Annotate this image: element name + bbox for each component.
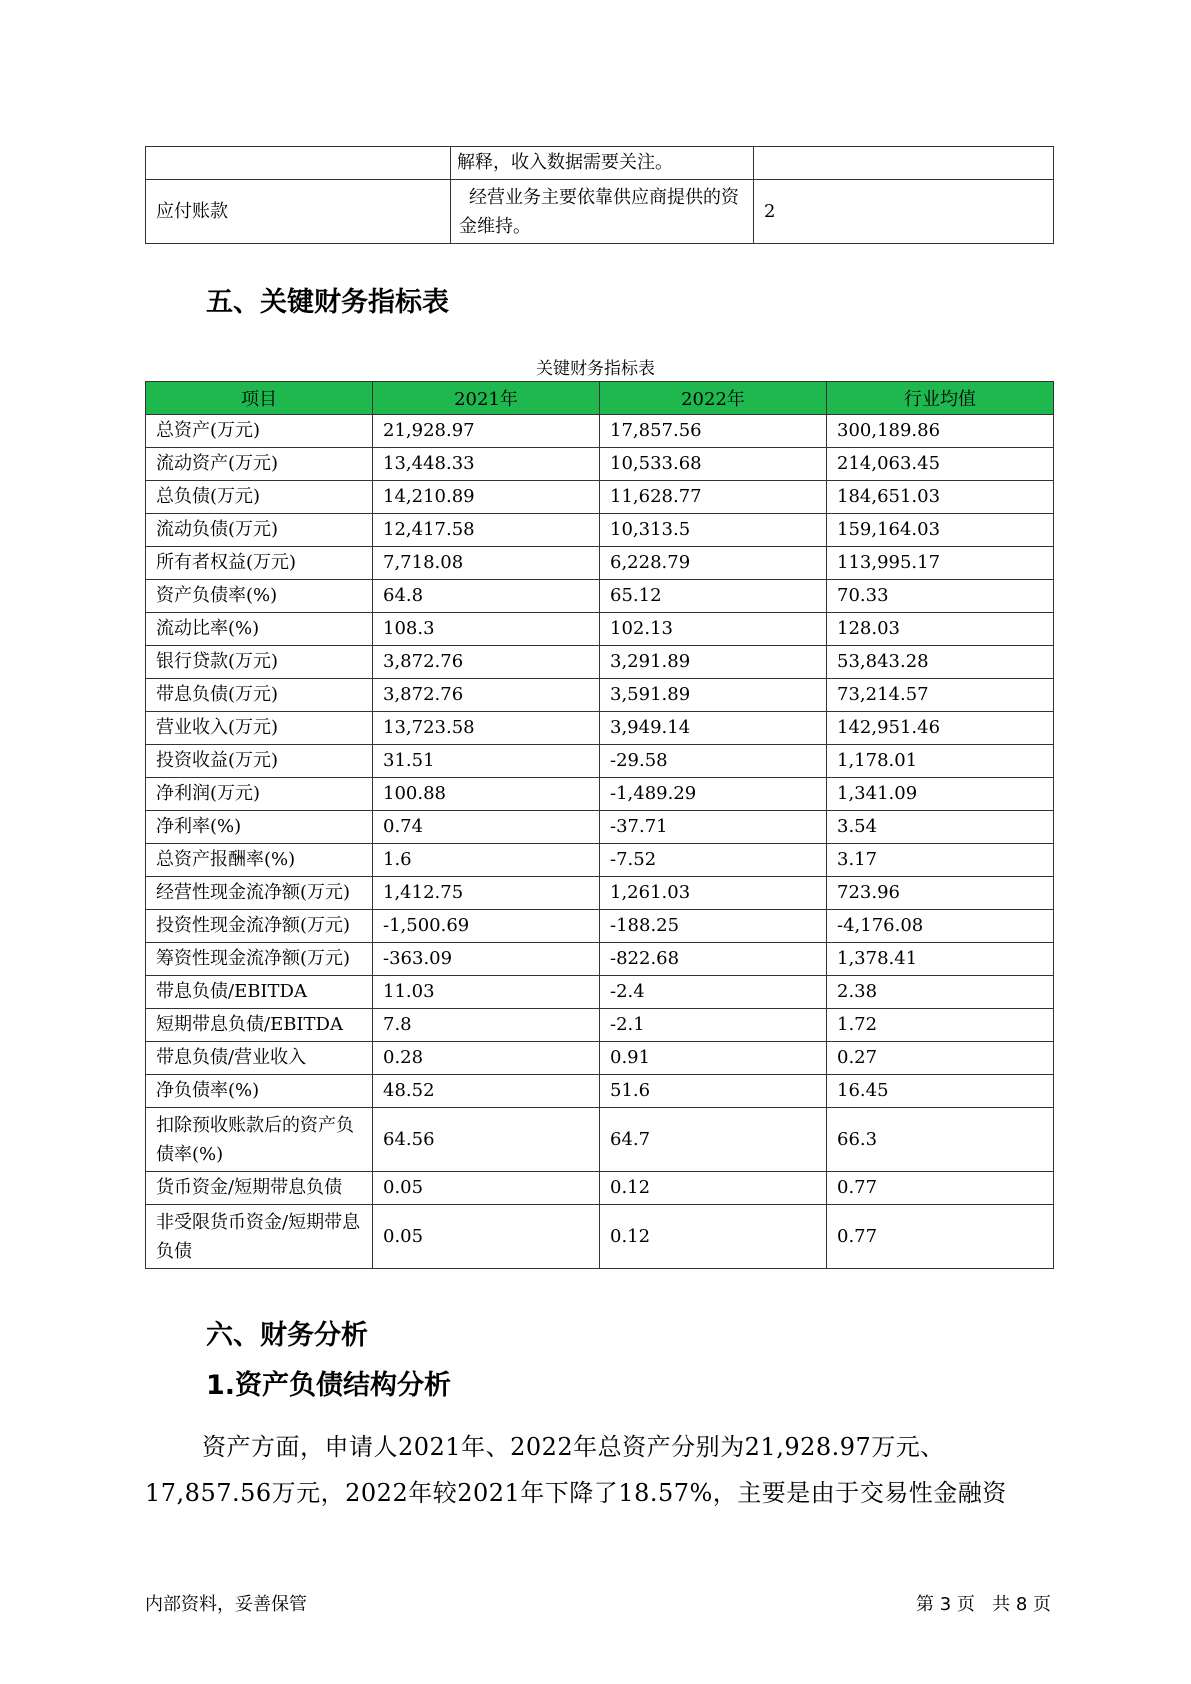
value-2021: 7,718.08 [373,547,600,580]
row-item-label: 银行贷款(万元) [146,646,373,679]
value-2021: 0.74 [373,811,600,844]
value-industry-avg: 142,951.46 [827,712,1054,745]
row-item-label: 净利率(%) [146,811,373,844]
table-row [146,712,1054,745]
value-2022: -2.1 [600,1009,827,1042]
row-value: 2 [754,180,1054,244]
value-2021: 13,723.58 [373,712,600,745]
table-row [146,1042,1054,1075]
table-row [146,415,1054,448]
subsection-heading: 1.资产负债结构分析 [206,1370,452,1401]
row-item-label: 扣除预收账款后的资产负债率(%) [146,1108,373,1172]
value-2022: 65.12 [600,580,827,613]
footer-left: 内部资料，妥善保管 [145,1594,307,1615]
value-industry-avg: 53,843.28 [827,646,1054,679]
value-industry-avg: -4,176.08 [827,910,1054,943]
value-industry-avg: 0.77 [827,1205,1054,1269]
table-row [146,514,1054,547]
value-2021: 0.28 [373,1042,600,1075]
value-2022: 0.91 [600,1042,827,1075]
row-label: 应付账款 [146,180,451,244]
row-item-label: 营业收入(万元) [146,712,373,745]
table-row [146,1205,1054,1269]
row-content: 解释，收入数据需要关注。 [451,147,754,180]
column-header: 项目 [146,382,373,415]
table-row [146,1108,1054,1172]
value-2022: 1,261.03 [600,877,827,910]
value-industry-avg: 723.96 [827,877,1054,910]
value-2022: -29.58 [600,745,827,778]
value-2022: 0.12 [600,1205,827,1269]
value-2022: -188.25 [600,910,827,943]
value-industry-avg: 16.45 [827,1075,1054,1108]
row-item-label: 总资产(万元) [146,415,373,448]
table-row [146,646,1054,679]
table-header-row [146,382,1054,415]
value-2021: 11.03 [373,976,600,1009]
row-value [754,147,1054,180]
table-row [146,778,1054,811]
value-2022: 10,313.5 [600,514,827,547]
value-2022: 17,857.56 [600,415,827,448]
value-industry-avg: 2.38 [827,976,1054,1009]
value-2021: 0.05 [373,1205,600,1269]
value-2022: 3,291.89 [600,646,827,679]
value-2021: 100.88 [373,778,600,811]
value-2022: 3,591.89 [600,679,827,712]
value-industry-avg: 0.27 [827,1042,1054,1075]
value-industry-avg: 300,189.86 [827,415,1054,448]
table-row [146,811,1054,844]
value-2022: 6,228.79 [600,547,827,580]
value-2022: -1,489.29 [600,778,827,811]
table-row [146,448,1054,481]
value-2021: 3,872.76 [373,646,600,679]
row-item-label: 筹资性现金流净额(万元) [146,943,373,976]
row-item-label: 货币资金/短期带息负债 [146,1172,373,1205]
value-2021: 3,872.76 [373,679,600,712]
value-industry-avg: 159,164.03 [827,514,1054,547]
section-heading: 六、财务分析 [206,1320,368,1351]
value-industry-avg: 0.77 [827,1172,1054,1205]
value-2021: 64.56 [373,1108,600,1172]
paragraph-line: 资产方面，申请人2021年、2022年总资产分别为21,928.97万元、 [202,1433,945,1461]
table-row [146,976,1054,1009]
kpi-table [145,381,1054,1269]
table-caption: 关键财务指标表 [536,359,655,379]
table-row [146,547,1054,580]
body-paragraph [145,1424,1055,1516]
column-header: 2022年 [600,382,827,415]
value-2021: 1,412.75 [373,877,600,910]
column-header: 2021年 [373,382,600,415]
value-2022: 64.7 [600,1108,827,1172]
row-item-label: 带息负债/营业收入 [146,1042,373,1075]
value-industry-avg: 1.72 [827,1009,1054,1042]
table-row [146,481,1054,514]
row-item-label: 短期带息负债/EBITDA [146,1009,373,1042]
value-2022: -2.4 [600,976,827,1009]
table-row [146,844,1054,877]
row-item-label: 净利润(万元) [146,778,373,811]
value-2022: 10,533.68 [600,448,827,481]
section-heading: 五、关键财务指标表 [206,287,449,318]
value-2021: 64.8 [373,580,600,613]
column-header: 行业均值 [827,382,1054,415]
value-industry-avg: 66.3 [827,1108,1054,1172]
value-2021: 48.52 [373,1075,600,1108]
table-row [146,180,1054,244]
value-2021: 21,928.97 [373,415,600,448]
value-2022: -822.68 [600,943,827,976]
value-industry-avg: 3.54 [827,811,1054,844]
value-2022: 102.13 [600,613,827,646]
row-item-label: 流动负债(万元) [146,514,373,547]
row-content: 经营业务主要依靠供应商提供的资金维持。 [451,180,754,244]
table-row [146,613,1054,646]
value-2022: 3,949.14 [600,712,827,745]
value-2022: -7.52 [600,844,827,877]
risk-table [145,146,1054,244]
value-2021: 14,210.89 [373,481,600,514]
row-item-label: 流动比率(%) [146,613,373,646]
row-item-label: 资产负债率(%) [146,580,373,613]
value-2021: 108.3 [373,613,600,646]
table-row [146,1009,1054,1042]
table-row [146,745,1054,778]
paragraph-line: 17,857.56万元，2022年较2021年下降了18.57%，主要是由于交易性金融资 [145,1479,1007,1507]
value-industry-avg: 128.03 [827,613,1054,646]
row-item-label: 流动资产(万元) [146,448,373,481]
table-row [146,679,1054,712]
value-industry-avg: 3.17 [827,844,1054,877]
value-2021: 0.05 [373,1172,600,1205]
row-item-label: 所有者权益(万元) [146,547,373,580]
value-2021: 31.51 [373,745,600,778]
value-2021: 1.6 [373,844,600,877]
value-2022: 0.12 [600,1172,827,1205]
value-2021: -1,500.69 [373,910,600,943]
value-industry-avg: 1,341.09 [827,778,1054,811]
table-row [146,147,1054,180]
value-industry-avg: 214,063.45 [827,448,1054,481]
row-item-label: 带息负债/EBITDA [146,976,373,1009]
value-2021: 13,448.33 [373,448,600,481]
value-industry-avg: 73,214.57 [827,679,1054,712]
value-2022: 51.6 [600,1075,827,1108]
value-industry-avg: 1,178.01 [827,745,1054,778]
table-row [146,580,1054,613]
value-industry-avg: 184,651.03 [827,481,1054,514]
page-number: 第 3 页 共 8 页 [916,1594,1051,1615]
row-item-label: 总资产报酬率(%) [146,844,373,877]
value-2022: -37.71 [600,811,827,844]
table-row [146,943,1054,976]
row-item-label: 带息负债(万元) [146,679,373,712]
value-industry-avg: 70.33 [827,580,1054,613]
table-row [146,877,1054,910]
row-item-label: 经营性现金流净额(万元) [146,877,373,910]
value-2021: -363.09 [373,943,600,976]
value-2021: 12,417.58 [373,514,600,547]
value-2022: 11,628.77 [600,481,827,514]
row-item-label: 净负债率(%) [146,1075,373,1108]
row-label [146,147,451,180]
row-item-label: 投资收益(万元) [146,745,373,778]
table-row [146,910,1054,943]
value-2021: 7.8 [373,1009,600,1042]
value-industry-avg: 1,378.41 [827,943,1054,976]
row-item-label: 非受限货币资金/短期带息负债 [146,1205,373,1269]
row-item-label: 总负债(万元) [146,481,373,514]
table-row [146,1172,1054,1205]
table-row [146,1075,1054,1108]
row-item-label: 投资性现金流净额(万元) [146,910,373,943]
kpi-table-body [146,415,1054,1269]
value-industry-avg: 113,995.17 [827,547,1054,580]
